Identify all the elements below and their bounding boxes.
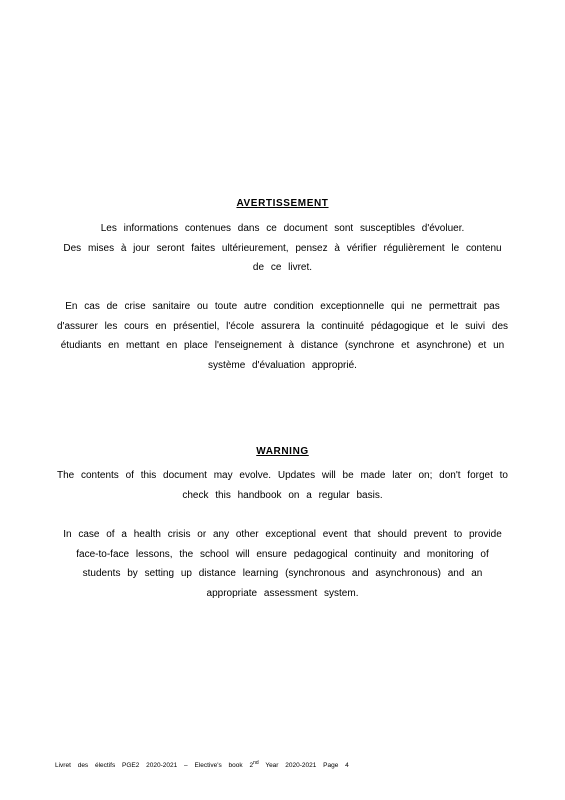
warning-title: WARNING — [256, 446, 309, 457]
text-line: Les informations contenues dans ce document sont susceptibles d'évoluer. — [100, 223, 465, 234]
text-line: Des mises à jour seront faites ultérieurement, pensez à vérifier régulièrement le contenu — [63, 242, 502, 254]
text-line: check this handbook on a regular basis. — [182, 489, 383, 501]
warning-paragraph-2 — [50, 525, 515, 603]
avertissement-paragraph-1 — [50, 219, 515, 278]
text-line: étudiants en mettant en place l'enseignement à distance (synchrone et asynchrone) et un — [60, 340, 505, 351]
text-line: face-to-face lessons, the school will ensure pedagogical continuity and monitoring of — [76, 548, 489, 560]
text-line: appropriate assessment system. — [206, 587, 359, 599]
avertissement-paragraph-2 — [50, 297, 515, 375]
footer-right: Year 2020-2021 Page 4 — [265, 762, 349, 770]
footer-left: Livret des électifs PGE2 2020-2021 – Elective's book 2 — [55, 762, 254, 770]
text-line: de ce livret. — [252, 262, 313, 273]
warning-paragraph-1 — [50, 466, 515, 505]
footer-superscript: nd — [253, 760, 259, 766]
text-line: In case of a health crisis or any other exceptional event that should prevent to provide — [63, 529, 502, 540]
text-line: système d'évaluation approprié. — [208, 359, 357, 371]
text-line: En cas de crise sanitaire ou toute autre condition exceptionnelle qui ne permettrait pas — [65, 301, 500, 312]
avertissement-title: AVERTISSEMENT — [236, 198, 329, 209]
page-footer — [55, 760, 349, 769]
text-line: The contents of this document may evolve. Updates will be made later on; don't forget to — [56, 470, 508, 481]
text-line: students by setting up distance learning (synchronous and asynchronous) and an — [82, 568, 483, 579]
text-line: d'assurer les cours en présentiel, l'école assurera la continuité pédagogique et le suivi des — [56, 320, 509, 332]
